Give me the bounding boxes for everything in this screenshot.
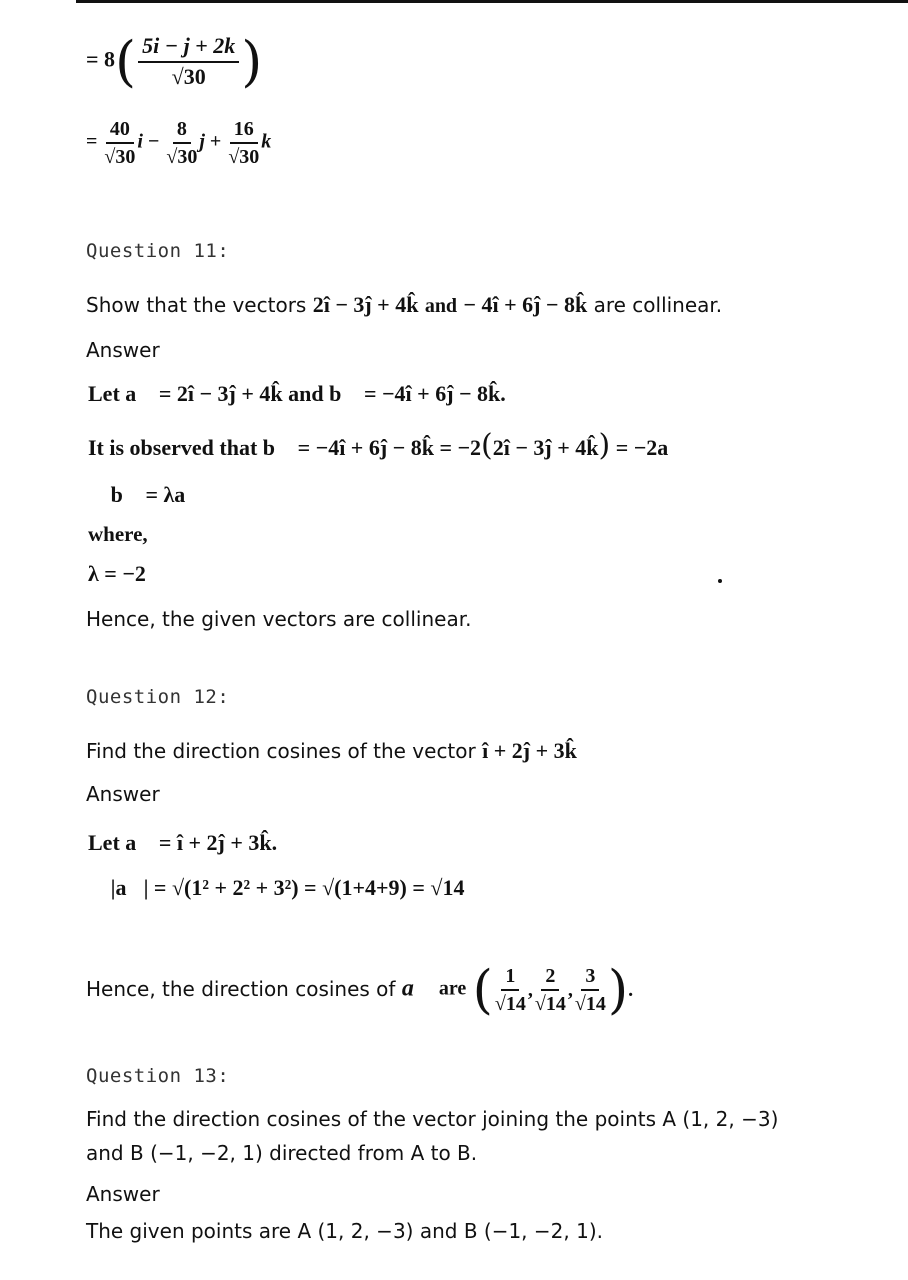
- q12-conclusion-are: are: [438, 977, 467, 1000]
- q11-vector-1: 2î − 3ĵ + 4k̂: [312, 292, 419, 317]
- top-rule: [76, 0, 908, 3]
- unit-vector: k: [261, 130, 272, 153]
- comma: ,: [567, 978, 573, 1001]
- comma: ,: [527, 978, 533, 1001]
- cosine-fraction: [495, 965, 526, 1015]
- q11-conclusion: Hence, the given vectors are collinear.: [86, 607, 472, 631]
- term-den: √30: [104, 146, 136, 168]
- q12-line1: Let a⃗ = î + 2ĵ + 3k̂.: [88, 830, 278, 855]
- cosine-num: 3: [581, 965, 599, 991]
- q11-line2-post: = −2a⃗: [615, 435, 686, 460]
- term-num: 8: [173, 118, 191, 144]
- fraction-denominator: √30: [171, 63, 206, 89]
- q11-line1: Let a⃗ = 2î − 3ĵ + 4k̂ and b⃗ = −4î + 6ĵ − 8k̂.: [88, 381, 506, 406]
- eq-prefix: = 8: [86, 46, 116, 72]
- cosine-fraction: [575, 965, 606, 1015]
- operator: −: [147, 130, 160, 153]
- term-num: 16: [230, 118, 258, 144]
- left-paren: (: [472, 960, 493, 1020]
- stray-dot: [718, 579, 722, 583]
- q11-statement-post: are collinear.: [593, 293, 723, 317]
- term-fraction: [228, 118, 259, 168]
- cosine-den: √14: [494, 993, 526, 1015]
- cosine-den: √14: [534, 993, 566, 1015]
- q12-heading: Question 12:: [86, 686, 230, 708]
- q11-and: and: [424, 295, 458, 317]
- q11-line5: λ = −2: [88, 561, 146, 586]
- q11-statement: [86, 292, 722, 318]
- cosine-den: √14: [574, 993, 606, 1015]
- q13-statement-line2: and B (−1, −2, 1) directed from A to B.: [86, 1141, 478, 1165]
- term-fraction: [104, 118, 135, 168]
- q11-line2-pre: It is observed that b⃗ = −4î + 6ĵ − 8k̂ = −2: [88, 435, 482, 460]
- fraction: [138, 34, 239, 88]
- q12-line2: ∴ |a⃗| = √(1² + 2² + 3²) = √(1+4+9) = √14: [88, 875, 465, 900]
- q11-line4: where,: [88, 522, 148, 546]
- term-fraction: [166, 118, 197, 168]
- period: .: [628, 978, 634, 1001]
- q13-line1: The given points are A (1, 2, −3) and B (−1, −2, 1).: [86, 1219, 603, 1243]
- left-paren: (: [115, 30, 137, 93]
- right-paren: ): [607, 960, 629, 1020]
- q11-line2-paren: 2î − 3ĵ + 4k̂: [492, 435, 599, 460]
- q12-cosines: [472, 960, 634, 1020]
- continuation-line1: [86, 30, 262, 93]
- q12-conclusion-pre: Hence, the direction cosines of: [86, 977, 396, 1002]
- q11-line3: ∴ b⃗ = λa⃗: [88, 482, 203, 507]
- term-den: √30: [228, 146, 260, 168]
- q12-conclusion: [86, 960, 633, 1020]
- q12-statement-pre: Find the direction cosines of the vector: [86, 739, 476, 763]
- q12-conclusion-var: a⃗: [401, 975, 433, 1002]
- q13-heading: Question 13:: [86, 1065, 230, 1087]
- left-paren: (: [481, 428, 493, 463]
- q12-vector: î + 2ĵ + 3k̂: [482, 738, 577, 763]
- q11-line2: [88, 428, 685, 463]
- q12-answer-label: Answer: [86, 782, 160, 806]
- term-den: √30: [166, 146, 198, 168]
- q11-answer-label: Answer: [86, 338, 160, 362]
- q11-vector-2: − 4î + 6ĵ − 8k̂: [463, 292, 588, 317]
- fraction-numerator: 5i − j + 2k: [138, 34, 239, 62]
- unit-vector: i: [137, 130, 143, 153]
- q13-statement-line1: Find the direction cosines of the vector joining the points A (1, 2, −3): [86, 1107, 779, 1131]
- q12-statement: [86, 738, 577, 764]
- unit-vector: j: [199, 130, 205, 153]
- operator: +: [209, 130, 222, 153]
- right-paren: ): [598, 428, 611, 463]
- cosine-fraction: [535, 965, 566, 1015]
- cosine-num: 2: [541, 965, 559, 991]
- q13-answer-label: Answer: [86, 1182, 160, 1206]
- eq-prefix: =: [86, 130, 98, 153]
- term-num: 40: [106, 118, 134, 144]
- q11-statement-pre: Show that the vectors: [86, 293, 307, 317]
- cosine-num: 1: [501, 965, 519, 991]
- right-paren: ): [241, 30, 263, 93]
- continuation-line2: [86, 118, 271, 168]
- q11-heading: Question 11:: [86, 240, 230, 262]
